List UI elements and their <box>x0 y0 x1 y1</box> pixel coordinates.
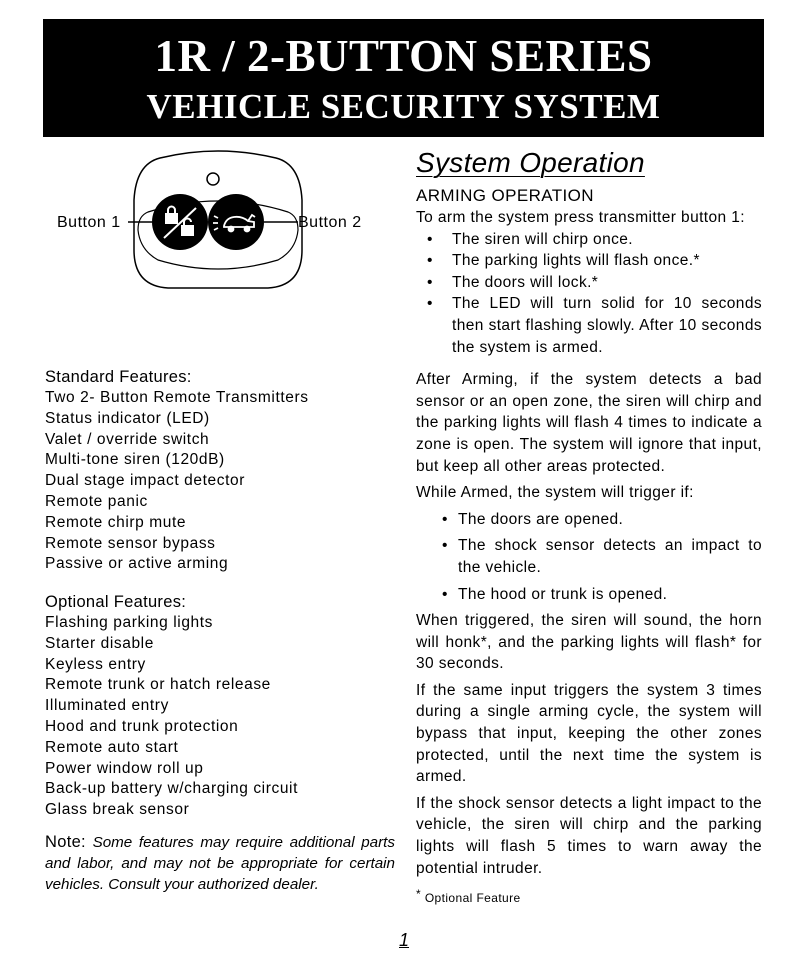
bullet-text: The doors will lock.* <box>452 273 599 291</box>
title-banner <box>43 19 764 137</box>
list-item: Keyless entry <box>45 655 146 673</box>
footnote <box>416 886 762 906</box>
list-item: Glass break sensor <box>45 801 190 819</box>
list-item: Power window roll up <box>45 759 204 777</box>
arming-intro: To arm the system press transmitter button 1: <box>416 209 745 226</box>
standard-features-list <box>45 388 405 575</box>
list-item: Remote panic <box>45 492 148 510</box>
bullet-text: The hood or trunk is opened. <box>458 585 668 603</box>
bullet-icon: • <box>427 295 433 313</box>
list-item: Remote chirp mute <box>45 513 187 531</box>
button-2-label: Button 2 <box>298 214 362 231</box>
bullet-text: The siren will chirp once. <box>452 230 633 248</box>
bullet-text: The LED will turn solid for 10 seconds then start flashing slowly. After 10 seconds the system is armed. <box>452 295 762 356</box>
list-item: Valet / override switch <box>45 430 210 448</box>
bullet-icon: • <box>442 510 448 528</box>
bullet-text: The doors are opened. <box>458 510 624 528</box>
button-1 <box>152 194 208 250</box>
list-item <box>416 509 762 531</box>
list-item: Remote trunk or hatch release <box>45 676 271 694</box>
list-item: Dual stage impact detector <box>45 472 245 490</box>
bullet-icon: • <box>427 273 433 291</box>
standard-features <box>45 366 405 575</box>
list-item: Passive or active arming <box>45 555 229 573</box>
when-triggered-paragraph: When triggered, the siren will sound, the horn will honk*, and the parking lights will flash* for 30 seconds. <box>416 612 762 673</box>
list-item: Back-up battery w/charging circuit <box>45 780 298 798</box>
list-item <box>416 293 762 358</box>
list-item: Starter disable <box>45 634 154 652</box>
list-item: Remote sensor bypass <box>45 534 216 552</box>
light-impact-paragraph: If the shock sensor detects a light impact to the vehicle, the siren will chirp and the parking lights will flash 5 times to warn away the potential intruder. <box>416 794 762 877</box>
bullet-text: The parking lights will flash once.* <box>452 252 700 270</box>
list-item: Status indicator (LED) <box>45 409 210 427</box>
button-2 <box>208 194 264 250</box>
note-label: Note: <box>45 833 86 851</box>
bullet-icon: • <box>442 585 448 603</box>
bypass-paragraph: If the same input triggers the system 3 times during a single arming cycle, the system will bypass that input, keeping the other zones protected, until the next time the system is armed. <box>416 681 762 786</box>
footnote-text: Optional Feature <box>424 891 521 906</box>
list-item <box>416 535 762 578</box>
bullet-text: The shock sensor detects an impact to the vehicle. <box>458 537 762 576</box>
button-1-label: Button 1 <box>57 214 121 231</box>
after-arming-paragraph: After Arming, if the system detects a bad sensor or an open zone, the siren will chirp and the parking lights will flash 4 times to indicate a zone is open. The system will ignore that input, but keep all other areas protected. <box>416 371 762 475</box>
page-number: 1 <box>399 930 410 950</box>
page-title: 1R / 2-BUTTON SERIES <box>154 31 653 81</box>
list-item <box>416 229 762 251</box>
arming-heading: ARMING OPERATION <box>416 186 594 205</box>
trigger-bullets <box>416 509 762 605</box>
list-item: Remote auto start <box>45 738 179 756</box>
system-operation <box>416 146 762 906</box>
list-item <box>416 250 762 272</box>
section-title: System Operation <box>416 147 645 178</box>
bullet-icon: • <box>442 537 448 555</box>
remote-transmitter-illustration <box>128 150 308 292</box>
optional-features-list <box>45 613 405 821</box>
list-item: Hood and trunk protection <box>45 717 239 735</box>
page-subtitle: VEHICLE SECURITY SYSTEM <box>146 87 661 126</box>
arming-bullets <box>416 229 762 359</box>
note-text: Some features may require additional parts and labor, and may not be appropriate for certain vehicles. Consult your authorized dealer. <box>45 834 395 893</box>
list-item <box>416 584 762 606</box>
list-item: Illuminated entry <box>45 697 169 715</box>
optional-features <box>45 591 405 821</box>
standard-features-heading: Standard Features: <box>45 368 192 386</box>
bullet-icon: • <box>427 230 433 248</box>
footnote-mark: * <box>416 887 422 902</box>
optional-features-heading: Optional Features: <box>45 593 187 611</box>
bullet-icon: • <box>427 252 433 270</box>
note <box>45 832 395 895</box>
list-item: Flashing parking lights <box>45 614 214 631</box>
while-armed-intro: While Armed, the system will trigger if: <box>416 484 694 502</box>
list-item <box>416 272 762 294</box>
list-item: Multi-tone siren (120dB) <box>45 451 225 469</box>
list-item: Two 2- Button Remote Transmitters <box>45 389 309 406</box>
